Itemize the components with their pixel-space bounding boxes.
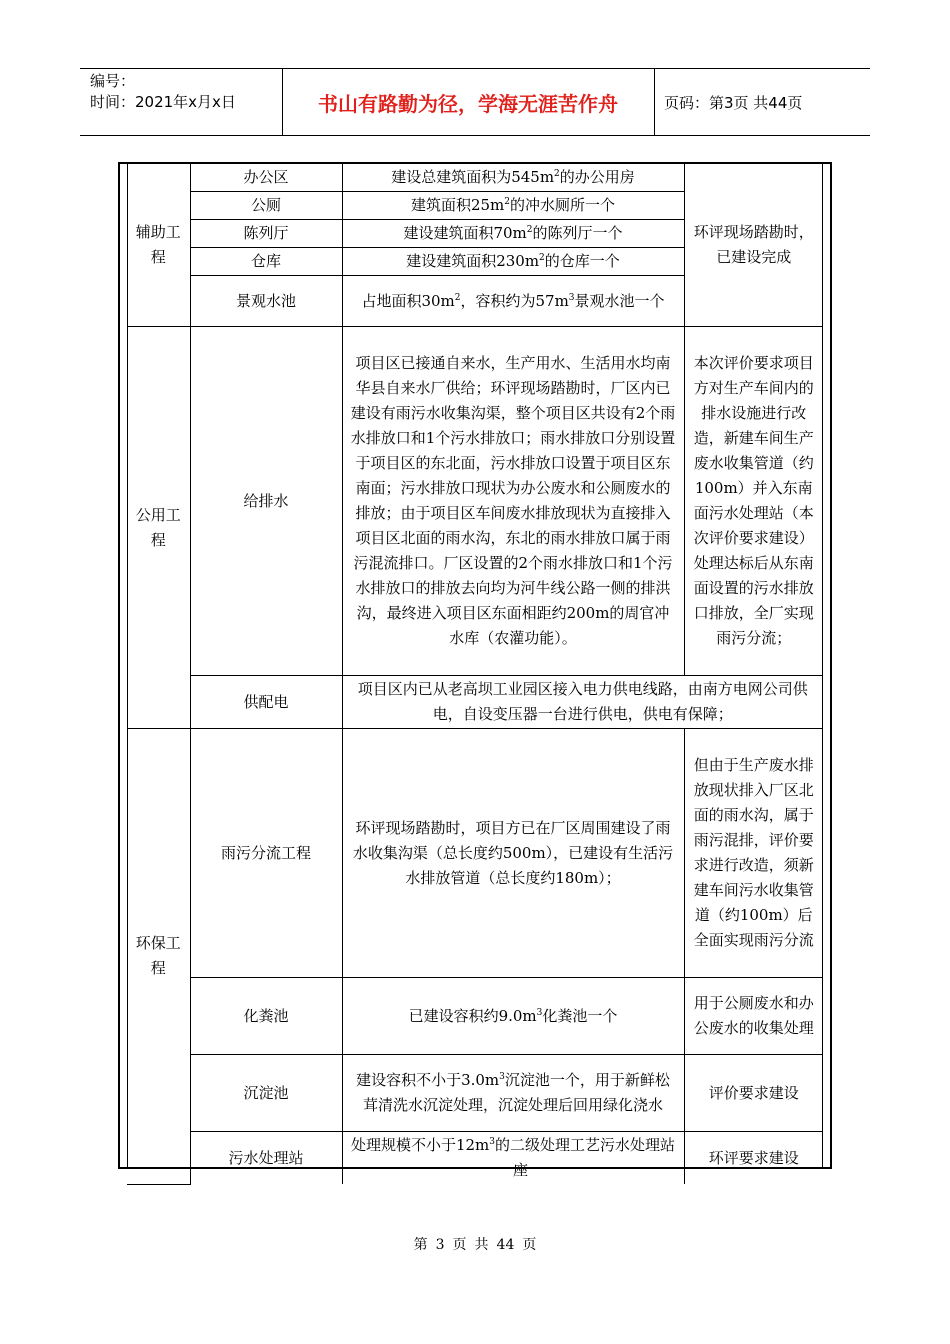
footer-current-page: 3 [435,1237,445,1253]
item-note: 但由于生产废水排放现状排入厂区北面的雨水沟，属于雨污混排，评价要求进行改造，须新建车间污水收集管道（约100m）后全面实现雨污分流 [684,729,823,978]
category-environmental: 环保工程 [127,729,190,1185]
item-name: 供配电 [190,676,342,729]
item-name: 陈列厅 [190,220,342,248]
item-content: 项目区内已从老高坝工业园区接入电力供电线路，由南方电网公司供电，自设变压器一台进行供电，供电有保障； [342,676,823,729]
item-content: 建设建筑面积$70m^2$的陈列厅一个 [342,220,684,248]
footer-word: 页 [522,1237,537,1253]
table-row [127,978,823,1055]
footer-word: 页 [452,1237,467,1253]
item-note: 环评要求建设 [684,1132,823,1185]
item-name: 污水处理站 [190,1132,342,1185]
item-content: 建筑面积$25m^2$的冲水厕所一个 [342,192,684,220]
table-row [127,729,823,978]
header-meta [90,71,236,113]
item-note: 评价要求建设 [684,1055,823,1132]
item-name: 办公区 [190,164,342,192]
item-content: 已建设容积约$9.0m^3$化粪池一个 [342,978,684,1055]
header-bottom-rule [80,135,870,136]
footer-total-pages: 44 [496,1237,515,1253]
item-content: 处理规模不小于$12m^3$的二级处理工艺污水处理站一座 [342,1132,684,1185]
item-name: 仓库 [190,248,342,276]
item-name: 景观水池 [190,276,342,327]
header-divider-right [654,68,655,135]
item-content: 建设容积不小于$3.0m^3$沉淀池一个，用于新鲜松茸清洗水沉淀处理，沉淀处理后回用绿化浇水 [342,1055,684,1132]
category-public: 公用工程 [127,327,190,729]
table-row [127,1055,823,1132]
item-note: 环评现场踏勘时，已建设完成 [684,164,823,327]
item-name: 雨污分流工程 [190,729,342,978]
header-page-indicator: 页码：第3页 共44页 [664,94,803,112]
item-content: 环评现场踏勘时，项目方已在厂区周围建设了雨水收集沟渠（总长度约500m），已建设有生活污水排放管道（总长度约180m）； [342,729,684,978]
footer-word: 第 [413,1237,428,1253]
item-content: 占地面积$30m^2$，容积约为$57m^3$景观水池一个 [342,276,684,327]
table-row [127,1132,823,1185]
item-name: 公厕 [190,192,342,220]
footer-word: 共 [474,1237,489,1253]
item-name: 化粪池 [190,978,342,1055]
table-row [127,164,823,192]
item-content: 建设总建筑面积为$545m^2$的办公用房 [342,164,684,192]
document-number-label: 编号： [90,72,136,90]
item-name: 沉淀池 [190,1055,342,1132]
engineering-table [127,164,823,1185]
header-top-rule [80,68,870,69]
document-time-label: 时间：2021年x月x日 [90,93,236,111]
item-content: 建设建筑面积$230m^2$的仓库一个 [342,248,684,276]
table-row [127,676,823,729]
header-motto: 书山有路勤为径，学海无涯苦作舟 [318,92,618,116]
item-content: 项目区已接通自来水，生产用水、生活用水均南华县自来水厂供给；环评现场踏勘时，厂区内已建设有雨污水收集沟渠，整个项目区共设有2个雨水排放口和1个污水排放口；雨水排放口分别设置于项目区的东北面，污水排放口设置于项目区东南面；污水排放口现状为办公废水和公厕废水的排放；由于项目区车间废水排放现状为直接排入项目区北面的雨水沟，东北的雨水排放口属于雨污混流排口。厂区设置的2个雨水排放口和1个污水排放口的排放去向均为河牛线公路一侧的排洪沟，最终进入项目区东面相距约200m的周官冲水库（农灌功能）。 [342,327,684,676]
table-row [127,327,823,676]
item-note: 本次评价要求项目方对生产车间内的排水设施进行改造，新建车间生产废水收集管道（约100m）并入东南面污水处理站（本次评价要求建设）处理达标后从东南面设置的污水排放口排放，全厂实现雨污分流； [684,327,823,676]
page-footer [0,1235,950,1255]
category-auxiliary: 辅助工程 [127,164,190,327]
item-note: 用于公厕废水和办公废水的收集处理 [684,978,823,1055]
item-name: 给排水 [190,327,342,676]
